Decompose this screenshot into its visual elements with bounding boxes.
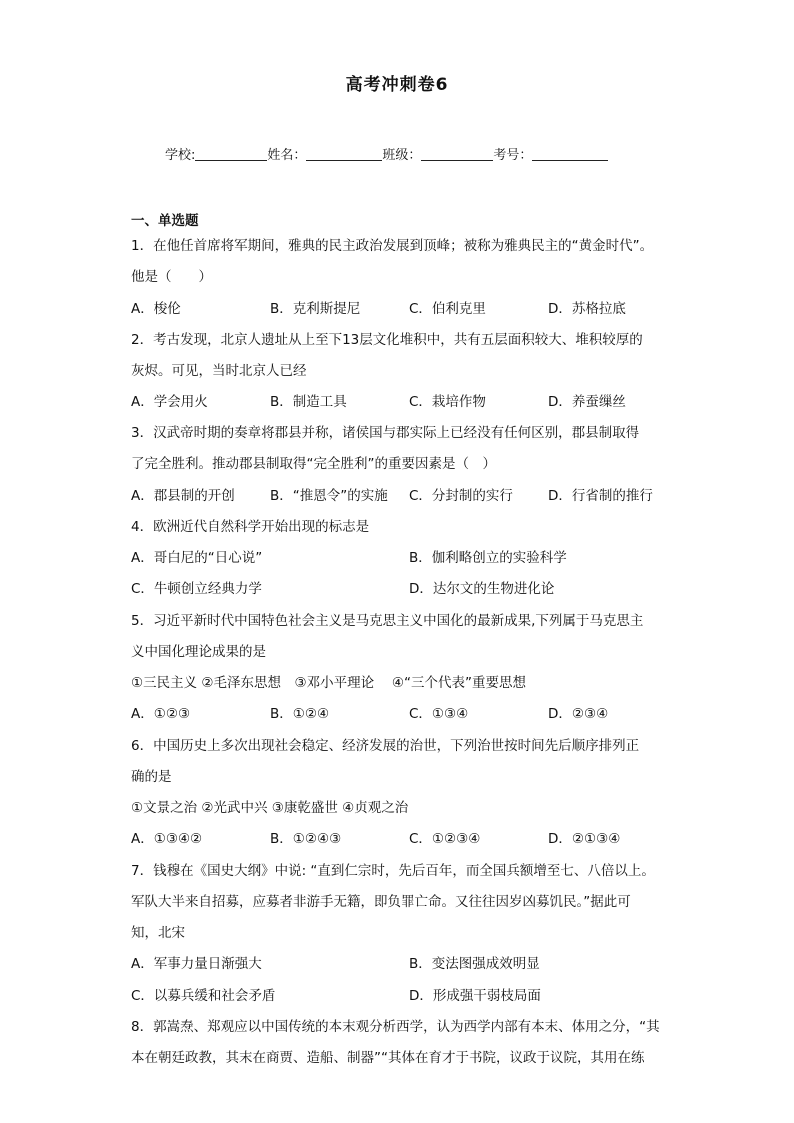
option-b: B．变法图强成效明显 [409, 956, 540, 972]
option-c: C．牛顿创立经典力学 [131, 581, 262, 597]
question-8-line-2: 本在朝廷政教，其末在商贾、造船、制器”“其体在育才于书院，议政于议院，其用在练 [131, 1050, 645, 1066]
option-c: C．分封制的实行 [409, 488, 513, 504]
option-a: A．军事力量日渐强大 [131, 956, 262, 972]
question-6-options [131, 827, 691, 845]
option-b: B．伽利略创立的实验科学 [409, 550, 567, 566]
option-a: A．①②③ [131, 706, 191, 722]
question-8-line-1: 8．郭嵩焘、郑观应以中国传统的本末观分析西学，认为西学内部有本末、体用之分，“其 [131, 1019, 660, 1035]
option-d: D．行省制的推行 [548, 488, 653, 504]
option-d: D．达尔文的生物进化论 [409, 581, 555, 597]
option-a: A．学会用火 [131, 394, 208, 410]
section-heading: 一、单选题 [131, 213, 199, 229]
option-d: D．形成强干弱枝局面 [409, 988, 541, 1004]
option-d: D．养蚕缫丝 [548, 394, 626, 410]
question-4-options-row-1 [131, 546, 691, 564]
option-d: D．苏格拉底 [548, 301, 626, 317]
question-5-items: ①三民主义 ②毛泽东思想 ③邓小平理论 ④“三个代表”重要思想 [131, 675, 526, 691]
question-7-line-2: 军队大半来自招募，应募者非游手无籍，即负罪亡命。又往往因岁凶募饥民。”据此可 [131, 894, 631, 910]
option-a: A．哥白尼的“日心说” [131, 550, 263, 566]
option-a: A．①③④② [131, 831, 203, 847]
question-7-options-row-2 [131, 984, 691, 1002]
student-info-line [165, 144, 608, 163]
question-7-line-3: 知，北宋 [131, 925, 185, 941]
question-1-options [131, 297, 691, 315]
question-2-options [131, 390, 691, 408]
question-6-line-2: 确的是 [131, 769, 172, 785]
option-c: C．以募兵缓和社会矛盾 [131, 988, 276, 1004]
number-label: 考号： [493, 148, 533, 163]
question-3-line-1: 3．汉武帝时期的奏章将郡县并称，诸侯国与郡实际上已经没有任何区别，郡县制取得 [131, 425, 640, 441]
option-c: C．①②③④ [409, 831, 481, 847]
class-label: 班级： [382, 148, 422, 163]
option-b: B．“推恩令”的实施 [270, 488, 388, 504]
question-7-line-1: 7．钱穆在《国史大纲》中说: “直到仁宗时，先后百年，而全国兵额增至七、八倍以上。 [131, 863, 655, 879]
school-label: 学校: [165, 148, 196, 163]
question-1-line-1: 1．在他任首席将军期间，雅典的民主政治发展到顶峰；被称为雅典民主的“黄金时代”。 [131, 238, 654, 254]
question-1-line-2: 他是（ ） [131, 269, 212, 285]
option-d: D．②①③④ [548, 831, 621, 847]
question-5-line-1: 5．习近平新时代中国特色社会主义是马克思主义中国化的最新成果,下列属于马克思主 [131, 613, 644, 629]
school-blank [195, 148, 267, 161]
class-blank [421, 148, 493, 161]
option-a: A．郡县制的开创 [131, 488, 235, 504]
question-4-line-1: 4．欧洲近代自然科学开始出现的标志是 [131, 519, 370, 535]
question-3-line-2: 了完全胜利。推动郡县制取得“完全胜利”的重要因素是（ ） [131, 456, 496, 472]
option-b: B．①②④ [270, 706, 330, 722]
option-c: C．栽培作物 [409, 394, 486, 410]
question-6-items: ①文景之治 ②光武中兴 ③康乾盛世 ④贞观之治 [131, 800, 409, 816]
question-5-line-2: 义中国化理论成果的是 [131, 644, 266, 660]
question-3-options [131, 484, 691, 502]
option-b: B．①②④③ [270, 831, 342, 847]
option-c: C．伯利克里 [409, 301, 486, 317]
name-blank [306, 148, 382, 161]
question-2-line-1: 2．考古发现，北京人遗址从上至下13层文化堆积中，共有五层面积较大、堆积较厚的 [131, 332, 643, 348]
option-b: B．克利斯提尼 [270, 301, 361, 317]
option-d: D．②③④ [548, 706, 609, 722]
option-c: C．①③④ [409, 706, 469, 722]
question-6-line-1: 6．中国历史上多次出现社会稳定、经济发展的治世，下列治世按时间先后顺序排列正 [131, 738, 640, 754]
option-a: A．梭伦 [131, 301, 181, 317]
name-label: 姓名： [267, 148, 307, 163]
question-2-line-2: 灰烬。可见，当时北京人已经 [131, 363, 307, 379]
option-b: B．制造工具 [270, 394, 347, 410]
question-4-options-row-2 [131, 577, 691, 595]
question-5-options [131, 702, 691, 720]
page-title: 高考冲刺卷6 [345, 75, 449, 95]
number-blank [532, 148, 608, 161]
question-7-options-row-1 [131, 952, 691, 970]
